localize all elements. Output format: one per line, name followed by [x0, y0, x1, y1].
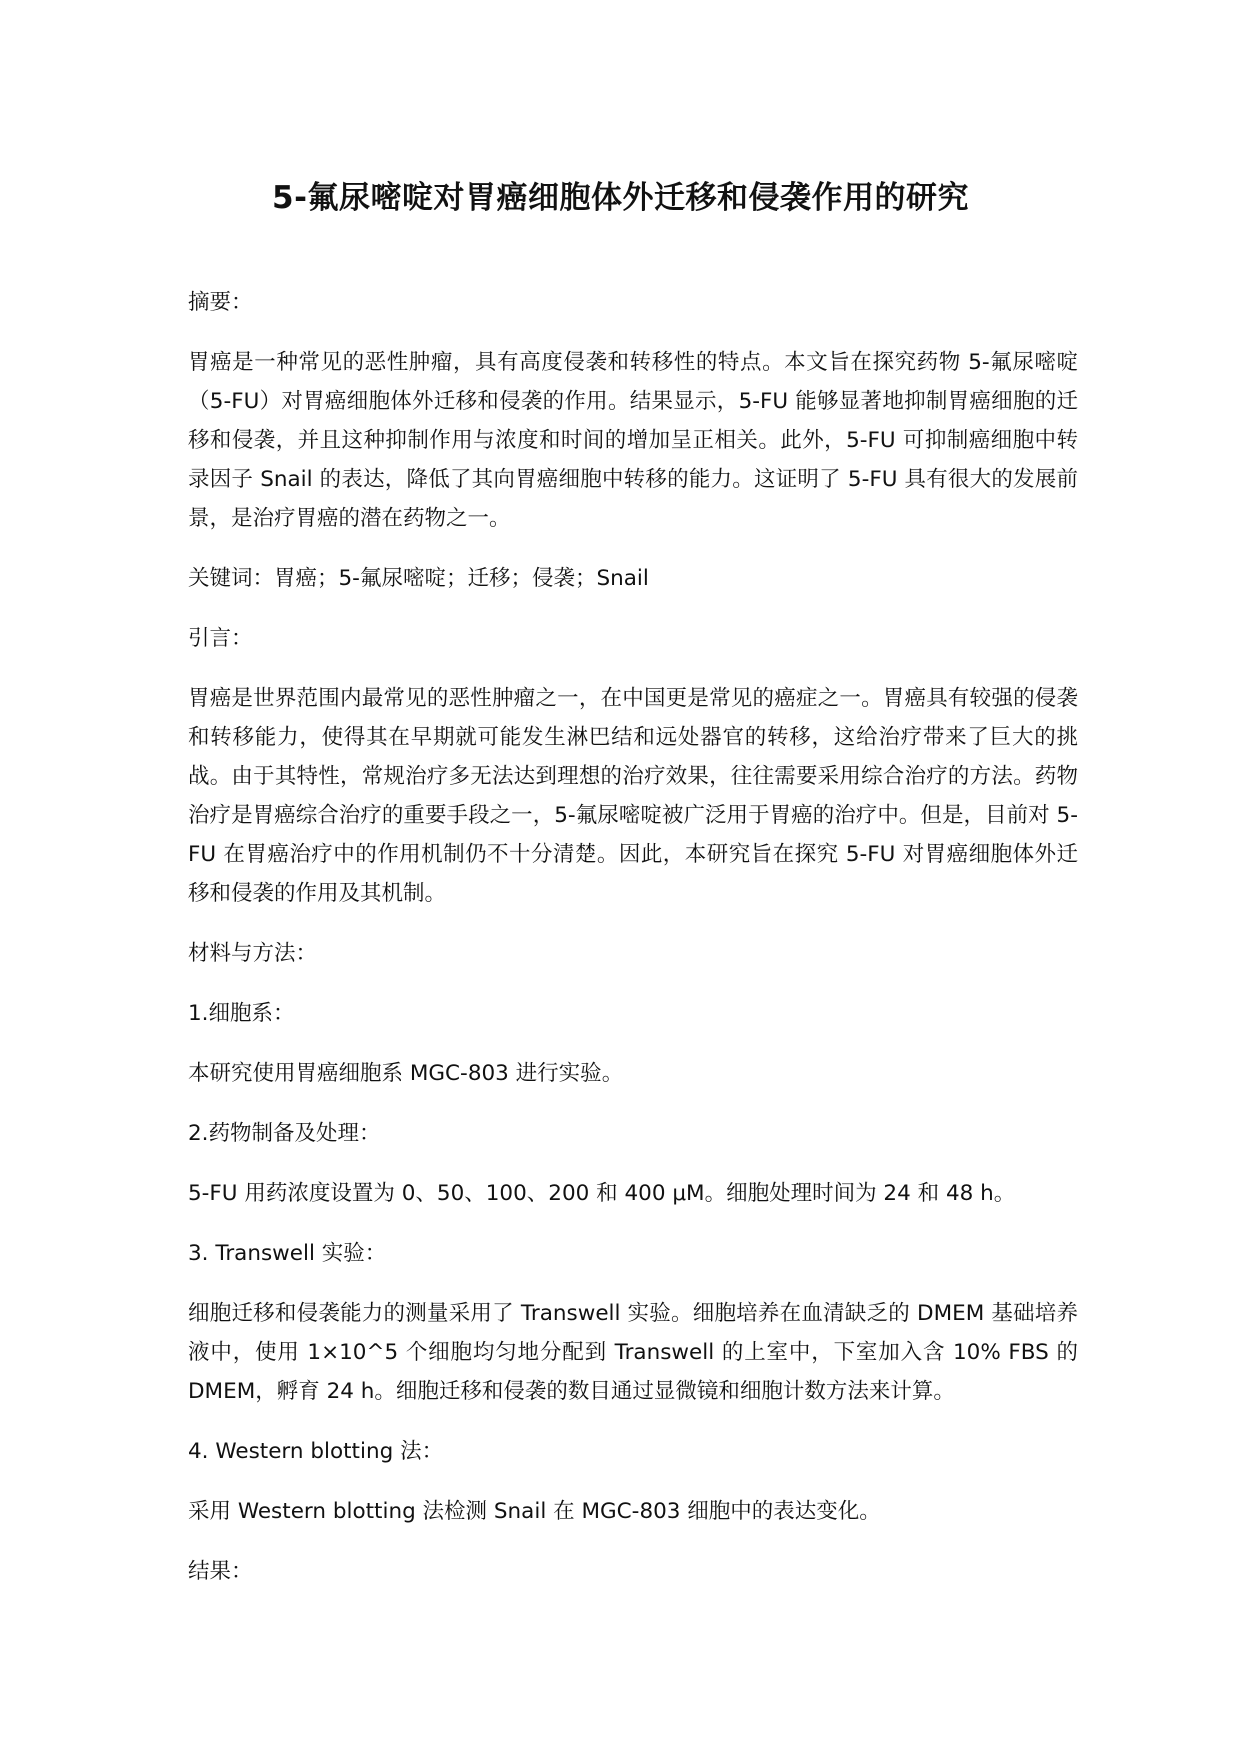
western-blot-paragraph: 采用 Western blotting 法检测 Snail 在 MGC-803 细胞中的表达变化。	[188, 1499, 881, 1524]
document-body	[188, 283, 1078, 1612]
methods-heading: 材料与方法：	[188, 941, 318, 966]
transwell-paragraph: 细胞迁移和侵袭能力的测量采用了 Transwell 实验。细胞培养在血清缺乏的 DMEM 基础培养液中，使用 1×10^5 个细胞均匀地分配到 Transwell 的上室中，下室加入含 10% FBS 的 DMEM，孵育 24 h。细胞迁移和侵袭的数目通过显微镜和细胞计数方法来计算。	[188, 1301, 1078, 1404]
cell-line-heading: 1.细胞系：	[188, 1001, 295, 1026]
abstract-heading: 摘要：	[188, 290, 253, 315]
abstract-paragraph: 胃癌是一种常见的恶性肿瘤，具有高度侵袭和转移性的特点。本文旨在探究药物 5-氟尿嘧啶（5-FU）对胃癌细胞体外迁移和侵袭的作用。结果显示，5-FU 能够显著地抑制胃癌细胞的迁移和侵袭，并且这种抑制作用与浓度和时间的增加呈正相关。此外，5-FU 可抑制癌细胞中转录因子 Snail 的表达，降低了其向胃癌细胞中转移的能力。这证明了 5-FU 具有很大的发展前景，是治疗胃癌的潜在药物之一。	[188, 350, 1078, 531]
drug-prep-heading: 2.药物制备及处理：	[188, 1121, 381, 1146]
intro-paragraph: 胃癌是世界范围内最常见的恶性肿瘤之一，在中国更是常见的癌症之一。胃癌具有较强的侵袭和转移能力，使得其在早期就可能发生淋巴结和远处器官的转移，这给治疗带来了巨大的挑战。由于其特性，常规治疗多无法达到理想的治疗效果，往往需要采用综合治疗的方法。药物治疗是胃癌综合治疗的重要手段之一，5-氟尿嘧啶被广泛用于胃癌的治疗中。但是，目前对 5-FU 在胃癌治疗中的作用机制仍不十分清楚。因此，本研究旨在探究 5-FU 对胃癌细胞体外迁移和侵袭的作用及其机制。	[188, 686, 1078, 906]
results-heading: 结果：	[188, 1559, 253, 1584]
intro-heading: 引言：	[188, 626, 253, 651]
cell-line-paragraph: 本研究使用胃癌细胞系 MGC-803 进行实验。	[188, 1061, 624, 1086]
document-title: 5-氟尿嘧啶对胃癌细胞体外迁移和侵袭作用的研究	[272, 180, 969, 216]
keywords-line: 关键词：胃癌；5-氟尿嘧啶；迁移；侵袭；Snail	[188, 566, 649, 591]
western-blot-heading: 4. Western blotting 法：	[188, 1439, 444, 1464]
drug-prep-paragraph: 5-FU 用药浓度设置为 0、50、100、200 和 400 μM。细胞处理时间为 24 和 48 h。	[188, 1181, 1016, 1206]
transwell-heading: 3. Transwell 实验：	[188, 1241, 387, 1266]
